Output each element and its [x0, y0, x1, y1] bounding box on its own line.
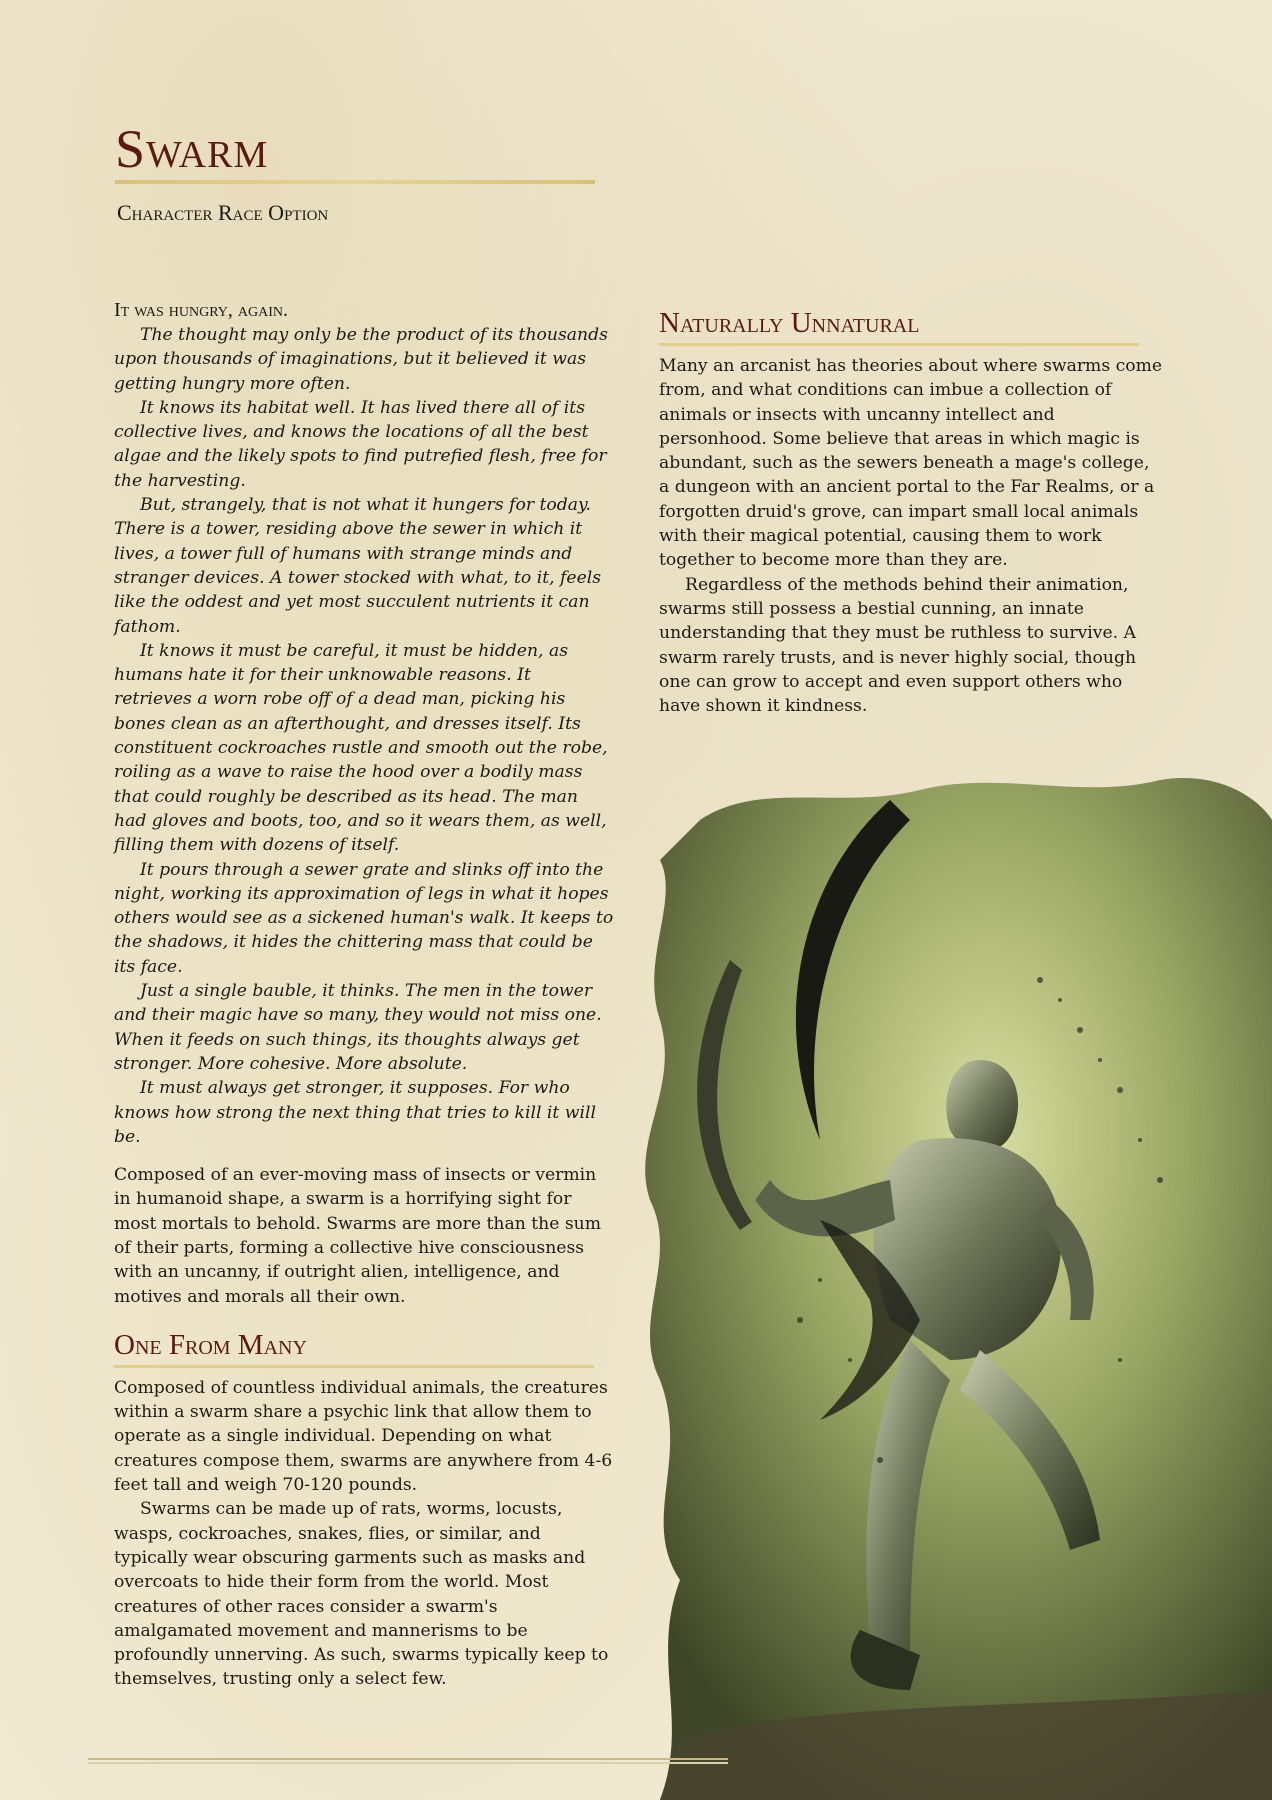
footer-rule: [88, 1758, 728, 1760]
intro-paragraph: But, strangely, that is not what it hungers for today. There is a tower, residing above the sewer in which it lives, a tower full of humans with strange minds and stranger devices. A tower stocked with what, to it, feels like the oddest and yet most succulent nutrients it can fathom.: [114, 495, 602, 637]
section-underline: [114, 1365, 594, 1368]
title-underline: [115, 180, 595, 184]
intro-lead: It was hungry, again.: [114, 299, 288, 321]
intro-paragraph: It knows its habitat well. It has lived there all of its collective lives, and knows the locations of all the best algae and the likely spots to find putrefied flesh, free for the harvesting.: [114, 397, 607, 491]
swarm-warrior-illustration: [620, 760, 1272, 1800]
section-paragraph: Swarms can be made up of rats, worms, locusts, wasps, cockroaches, snakes, flies, or similar, and typically wear obscuring garments such as masks and overcoats to hide their form from the world. Most creatures of other races consider a swarm's amalgamated movement and mannerisms to be profoundly unnerving. As such, swarms typically keep to themselves, trusting only a select few.: [114, 1499, 609, 1690]
race-description: Composed of an ever-moving mass of insects or vermin in humanoid shape, a swarm is a horrifying sight for most mortals to behold. Swarms are more than the sum of their parts, forming a collective hive consciousness with an uncanny, if outright alien, intelligence, and motives and morals all their own.: [114, 1165, 602, 1307]
section-paragraph: Many an arcanist has theories about where swarms come from, and what conditions can imbue a collection of animals or insects with uncanny intellect and personhood. Some believe that areas in which magic is abundant, such as the sewers beneath a mage's college, a dungeon with an ancient portal to the Far Realms, or a forgotten druid's grove, can impart small local animals with their magical potential, causing them to work together to become more than they are.: [659, 356, 1163, 571]
intro-paragraph: It pours through a sewer grate and slinks off into the night, working its approximation of legs in what it hopes others would see as a sickened human's walk. It keeps to the shadows, it hides the chittering mass that could be its face.: [114, 859, 614, 977]
intro-paragraph: It must always get stronger, it supposes. For who knows how strong the next thing that tries to kill it will be.: [114, 1078, 596, 1147]
left-column: [114, 297, 614, 1692]
intro-paragraph: It knows it must be careful, it must be hidden, as humans hate it for their unknowable reasons. It retrieves a worn robe off of a dead man, picking his bones clean as an afterthought, and dresses itself. Its constituent cockroaches rustle and smooth out the robe, roiling as a wave to raise the hood over a bodily mass that could roughly be described as its head. The man had gloves and boots, too, and so it wears them, as well, filling them with dozens of itself.: [114, 640, 608, 856]
section-title-one-from-many: One From Many: [114, 1328, 307, 1361]
section-paragraph: Composed of countless individual animals, the creatures within a swarm share a psychic link that allow them to operate as a single individual. Depending on what creatures compose them, swarms are anywhere from 4-6 feet tall and weigh 70-120 pounds.: [114, 1377, 613, 1496]
page-title: Swarm: [115, 119, 269, 179]
intro-paragraph: Just a single bauble, it thinks. The men in the tower and their magic have so many, they would not miss one. When it feeds on such things, its thoughts always get stronger. More cohesive. More absolute.: [114, 981, 602, 1074]
intro-paragraph: The thought may only be the product of its thousands upon thousands of imaginations, but it believed it was getting hungry more often.: [114, 325, 608, 394]
right-column: [659, 305, 1164, 718]
section-underline: [659, 343, 1139, 346]
page-subtitle: Character Race Option: [117, 200, 329, 225]
section-paragraph: Regardless of the methods behind their animation, swarms still possess a bestial cunning, an innate understanding that they must be ruthless to survive. A swarm rarely trusts, and is never highly social, though one can grow to accept and even support others who have shown it kindness.: [659, 574, 1137, 717]
intro-story: [114, 323, 614, 1149]
section-title-naturally-unnatural: Naturally Unnatural: [659, 307, 920, 339]
